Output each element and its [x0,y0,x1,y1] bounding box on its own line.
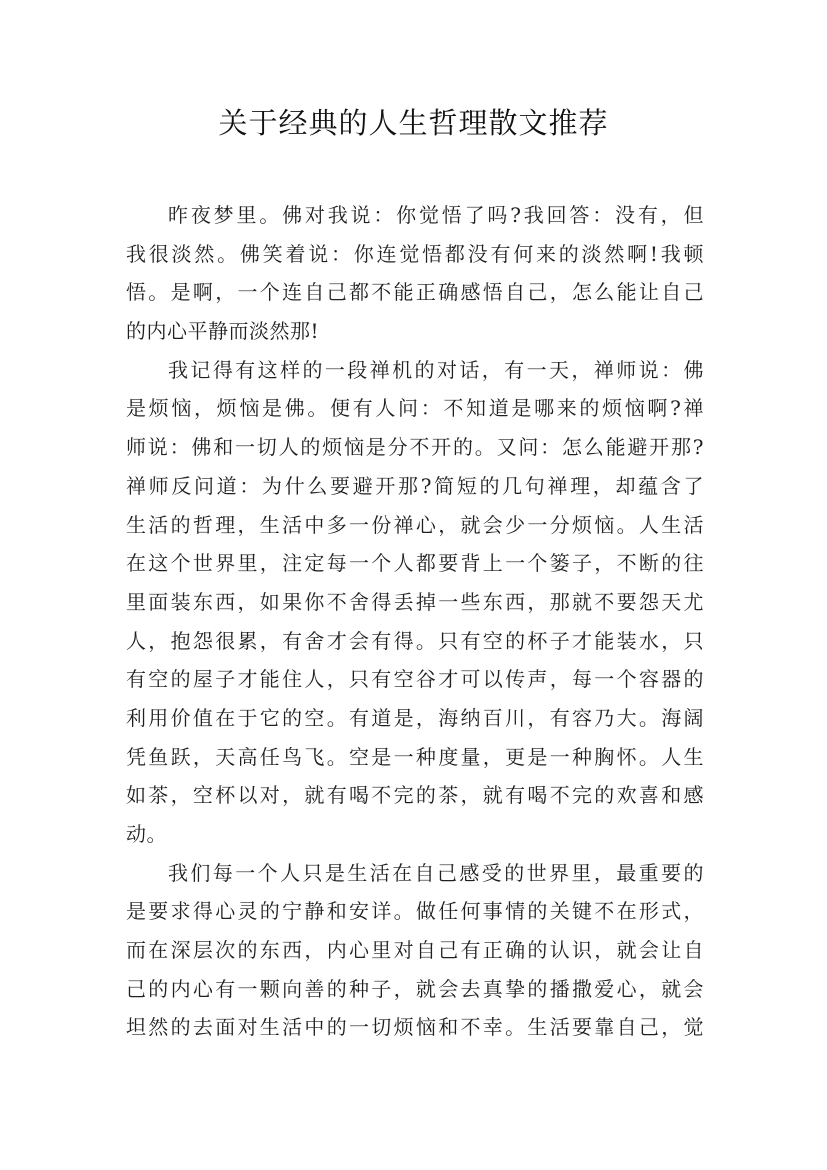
text-line: 而在深层次的东西，内心里对自己有正确的认识，就会让自 [126,938,704,963]
paragraph [126,196,704,351]
text-line: 里面装东西，如果你不舍得丢掉一些东西，那就不要怨天尤 [126,589,704,614]
text-line: 是烦恼，烦恼是佛。便有人问：不知道是哪来的烦恼啊?禅 [126,396,704,421]
text-line: 禅师反问道：为什么要避开那?简短的几句禅理，却蕴含了 [126,473,704,498]
text-line: 己的内心有一颗向善的种子，就会去真挚的播撒爱心，就会 [126,976,704,1001]
text-line: 动。 [126,822,167,846]
text-line: 悟。是啊，一个连自己都不能正确感悟自己，怎么能让自己 [126,280,704,305]
text-line: 昨夜梦里。佛对我说：你觉悟了吗?我回答：没有，但 [168,203,704,227]
text-line: 人，抱怨很累，有舍才会有得。只有空的杯子才能装水，只 [126,628,704,653]
text-line: 师说：佛和一切人的烦恼是分不开的。又问：怎么能避开那? [126,435,704,460]
text-line: 是要求得心灵的宁静和安详。做任何事情的关键不在形式， [126,899,704,924]
text-line: 我记得有这样的一段禅机的对话，有一天，禅师说：佛 [168,357,704,382]
paragraph [126,351,704,854]
text-line: 坦然的去面对生活中的一切烦恼和不幸。生活要靠自己，觉 [126,1015,704,1040]
text-line: 我们每一个人只是生活在自己感受的世界里，最重要的 [168,860,704,885]
text-line: 利用价值在于它的空。有道是，海纳百川，有容乃大。海阔 [126,705,704,730]
text-line: 在这个世界里，注定每一个人都要背上一个篓子，不断的往 [126,551,704,576]
document-title: 关于经典的人生哲理散文推荐 [218,106,609,140]
text-line: 如茶，空杯以对，就有喝不完的茶，就有喝不完的欢喜和感 [126,783,704,808]
text-line: 有空的屋子才能住人，只有空谷才可以传声，每一个容器的 [126,667,704,692]
paragraph [126,854,704,1047]
text-line: 我很淡然。佛笑着说：你连觉悟都没有何来的淡然啊!我顿 [126,241,704,266]
text-line: 生活的哲理，生活中多一份禅心，就会少一分烦恼。人生活 [126,512,704,537]
document-body [126,196,704,1047]
text-line: 凭鱼跃，天高任鸟飞。空是一种度量，更是一种胸怀。人生 [126,744,704,769]
text-line: 的内心平静而淡然那! [126,319,320,344]
